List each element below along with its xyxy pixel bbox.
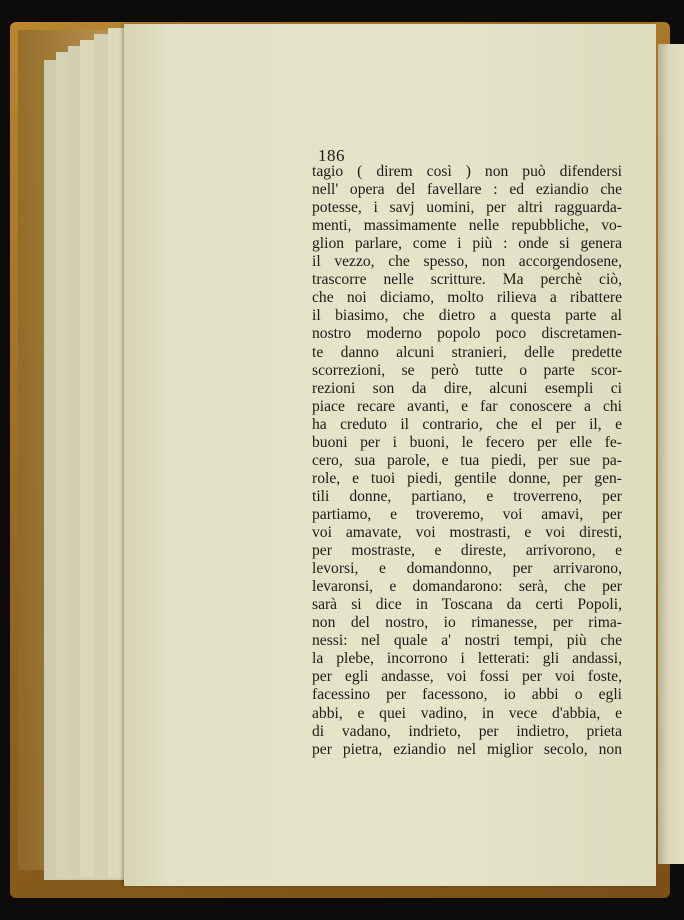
facing-page-edge bbox=[658, 44, 684, 864]
text-line: per egli andasse, voi fossi per voi foste, bbox=[312, 668, 622, 686]
text-line: glion parlare, come i più : onde si genera bbox=[312, 235, 622, 253]
text-line: ha creduto il contrario, che el per il, e bbox=[312, 415, 622, 433]
text-line: te danno alcuni stranieri, delle predette bbox=[312, 343, 622, 361]
text-line: scorrezioni, se però tutte o parte scor- bbox=[312, 361, 622, 379]
text-line: il vezzo, che spesso, non accorgendosene, bbox=[312, 253, 622, 271]
text-line: nessi: nel quale a' nostri tempi, più che bbox=[312, 632, 622, 650]
text-line: di vadano, indrieto, per indietro, prieta bbox=[312, 722, 622, 740]
text-line: tili donne, partiano, e troverreno, per bbox=[312, 487, 622, 505]
text-line: per mostraste, e direste, arrivorono, e bbox=[312, 542, 622, 560]
text-line: tagio ( direm così ) non può difendersi bbox=[312, 163, 622, 180]
text-line: levaronsi, e domandarono: serà, che per bbox=[312, 578, 622, 596]
text-line: sarà si dice in Toscana da certi Popoli, bbox=[312, 596, 622, 614]
text-line: cero, sua parole, e tua piedi, per sue pa- bbox=[312, 451, 622, 469]
text-line: voi amavate, voi mostrasti, e voi diresti, bbox=[312, 524, 622, 541]
text-line: buoni per i buoni, le fecero per elle fe- bbox=[312, 433, 622, 451]
text-line: trascorre nelle scritture. Ma perchè ciò, bbox=[312, 271, 622, 289]
text-line: levorsi, e domandonno, per arrivarono, bbox=[312, 560, 622, 578]
page-number: 186 bbox=[318, 146, 345, 165]
text-line: la plebe, incorrono i letterati: gli andassi, bbox=[312, 650, 622, 668]
text-line: non del nostro, io rimanesse, per rima- bbox=[312, 614, 622, 632]
text-line: partiamo, e troveremo, voi amavi, per bbox=[312, 505, 622, 523]
text-line: nostro moderno popolo poco discretamen- bbox=[312, 325, 622, 343]
text-line: role, e tuoi piedi, gentile donne, per gen- bbox=[312, 469, 622, 487]
text-line: rezioni son da dire, alcuni esempli ci bbox=[312, 379, 622, 397]
text-line: nell' opera del favellare : ed eziandio che bbox=[312, 181, 622, 199]
text-line: che noi diciamo, molto rilieva a ribattere bbox=[312, 289, 622, 307]
text-line: potesse, i savj uomini, per altri ragguarda- bbox=[312, 199, 622, 217]
text-line: il biasimo, che dietro a questa parte al bbox=[312, 307, 622, 325]
text-line: facessino per facessono, io abbi o egli bbox=[312, 686, 622, 704]
text-line: piace recare avanti, e far conoscere a chi bbox=[312, 397, 622, 415]
text-line: menti, massimamente nelle repubbliche, vo- bbox=[312, 217, 622, 235]
text-line: per pietra, eziandio nel miglior secolo, non bbox=[312, 740, 622, 758]
text-line: abbi, e quei vadino, in vece d'abbia, e bbox=[312, 704, 622, 722]
